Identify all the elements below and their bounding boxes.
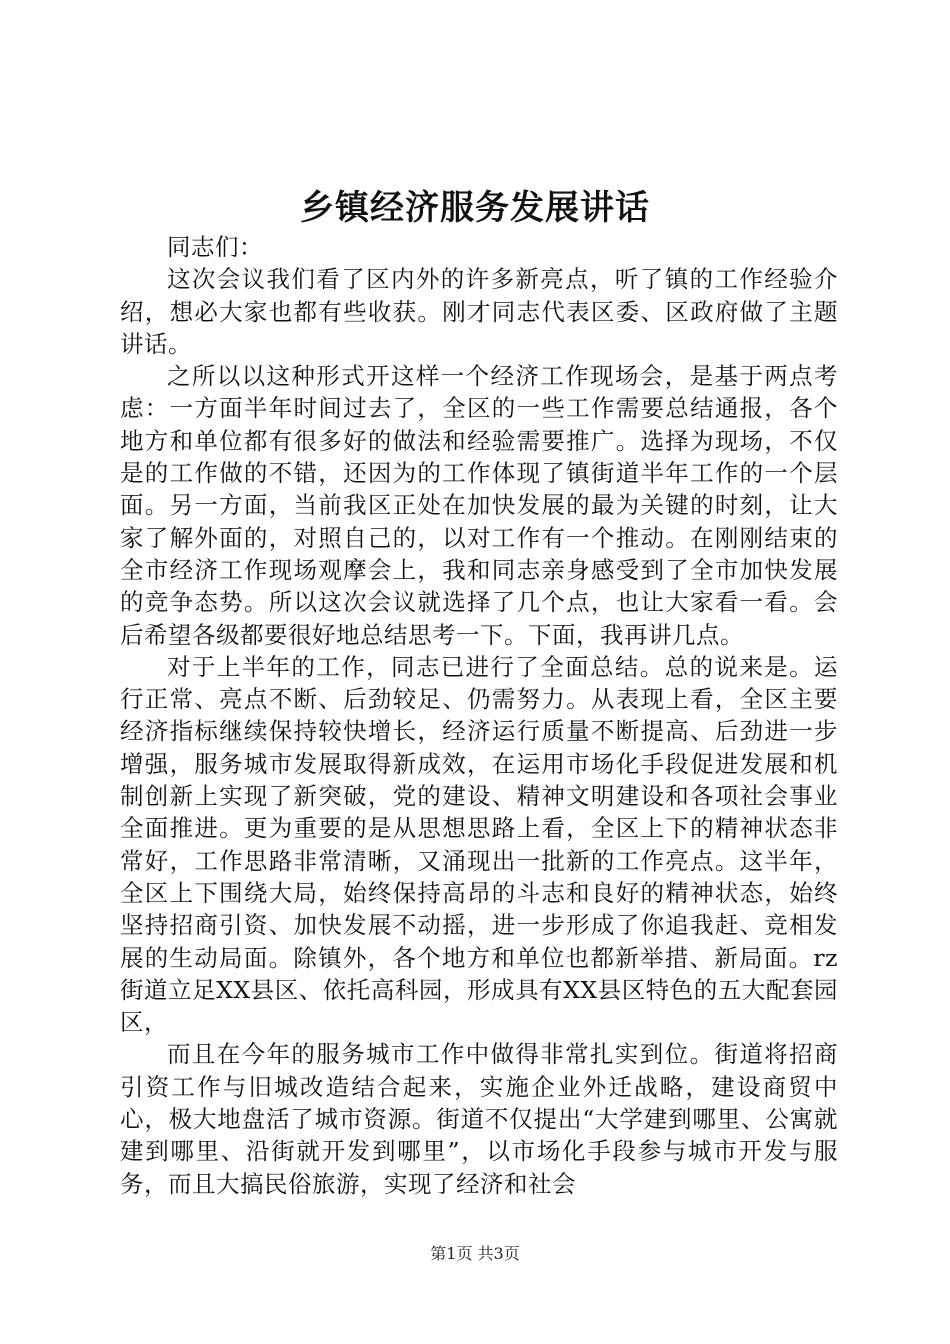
- page-number-footer: 第1页 共3页: [430, 1244, 520, 1263]
- paragraph-4: 而且在今年的服务城市工作中做得非常扎实到位。街道将招商引资工作与旧城改造结合起来，实施企业外迁战略，建设商贸中心，极大地盘活了城市资源。街道不仅提出“大学建到哪里、公寓就建到哪里、沿街就开发到哪里”，以市场化手段参与城市开发与服务，而且大搞民俗旅游，实现了经济和社会: [120, 1040, 838, 1198]
- paragraph-3: 对于上半年的工作，同志已进行了全面总结。总的说来是。运行正常、亮点不断、后劲较足、仍需努力。从表现上看，全区主要经济指标继续保持较快增长，经济运行质量不断提高、后劲进一步增强，服务城市发展取得新成效，在运用市场化手段促进发展和机制创新上实现了新突破，党的建设、精神文明建设和各项社会事业全面推进。更为重要的是从思想思路上看，全区上下的精神状态非常好，工作思路非常清晰，又涌现出一批新的工作亮点。这半年，全区上下围绕大局，始终保持高昂的斗志和良好的精神状态，始终坚持招商引资、加快发展不动摇，进一步形成了你追我赶、竞相发展的生动局面。除镇外，各个地方和单位也都新举措、新局面。rz街道立足XX县区、依托高科园，形成具有XX县区特色的五大配套园区，: [120, 652, 838, 1037]
- salutation: 同志们：: [167, 233, 263, 261]
- page-title: 乡镇经济服务发展讲话: [300, 188, 650, 228]
- paragraph-2: 之所以以这种形式开这样一个经济工作现场会，是基于两点考虑：一方面半年时间过去了，全区的一些工作需要总结通报，各个地方和单位都有很多好的做法和经验需要推广。选择为现场，不仅是的工作做的不错，还因为的工作体现了镇街道半年工作的一个层面。另一方面，当前我区正处在加快发展的最为关键的时刻，让大家了解外面的，对照自己的，以对工作有一个推动。在刚刚结束的全市经济工作现场观摩会上，我和同志亲身感受到了全市加快发展的竞争态势。所以这次会议就选择了几个点，也让大家看一看。会后希望各级都要很好地总结思考一下。下面，我再讲几点。: [120, 362, 838, 649]
- document-body: [120, 231, 838, 1200]
- paragraph-1: 这次会议我们看了区内外的许多新亮点，听了镇的工作经验介绍，想必大家也都有些收获。刚才同志代表区委、区政府做了主题讲话。: [120, 265, 838, 358]
